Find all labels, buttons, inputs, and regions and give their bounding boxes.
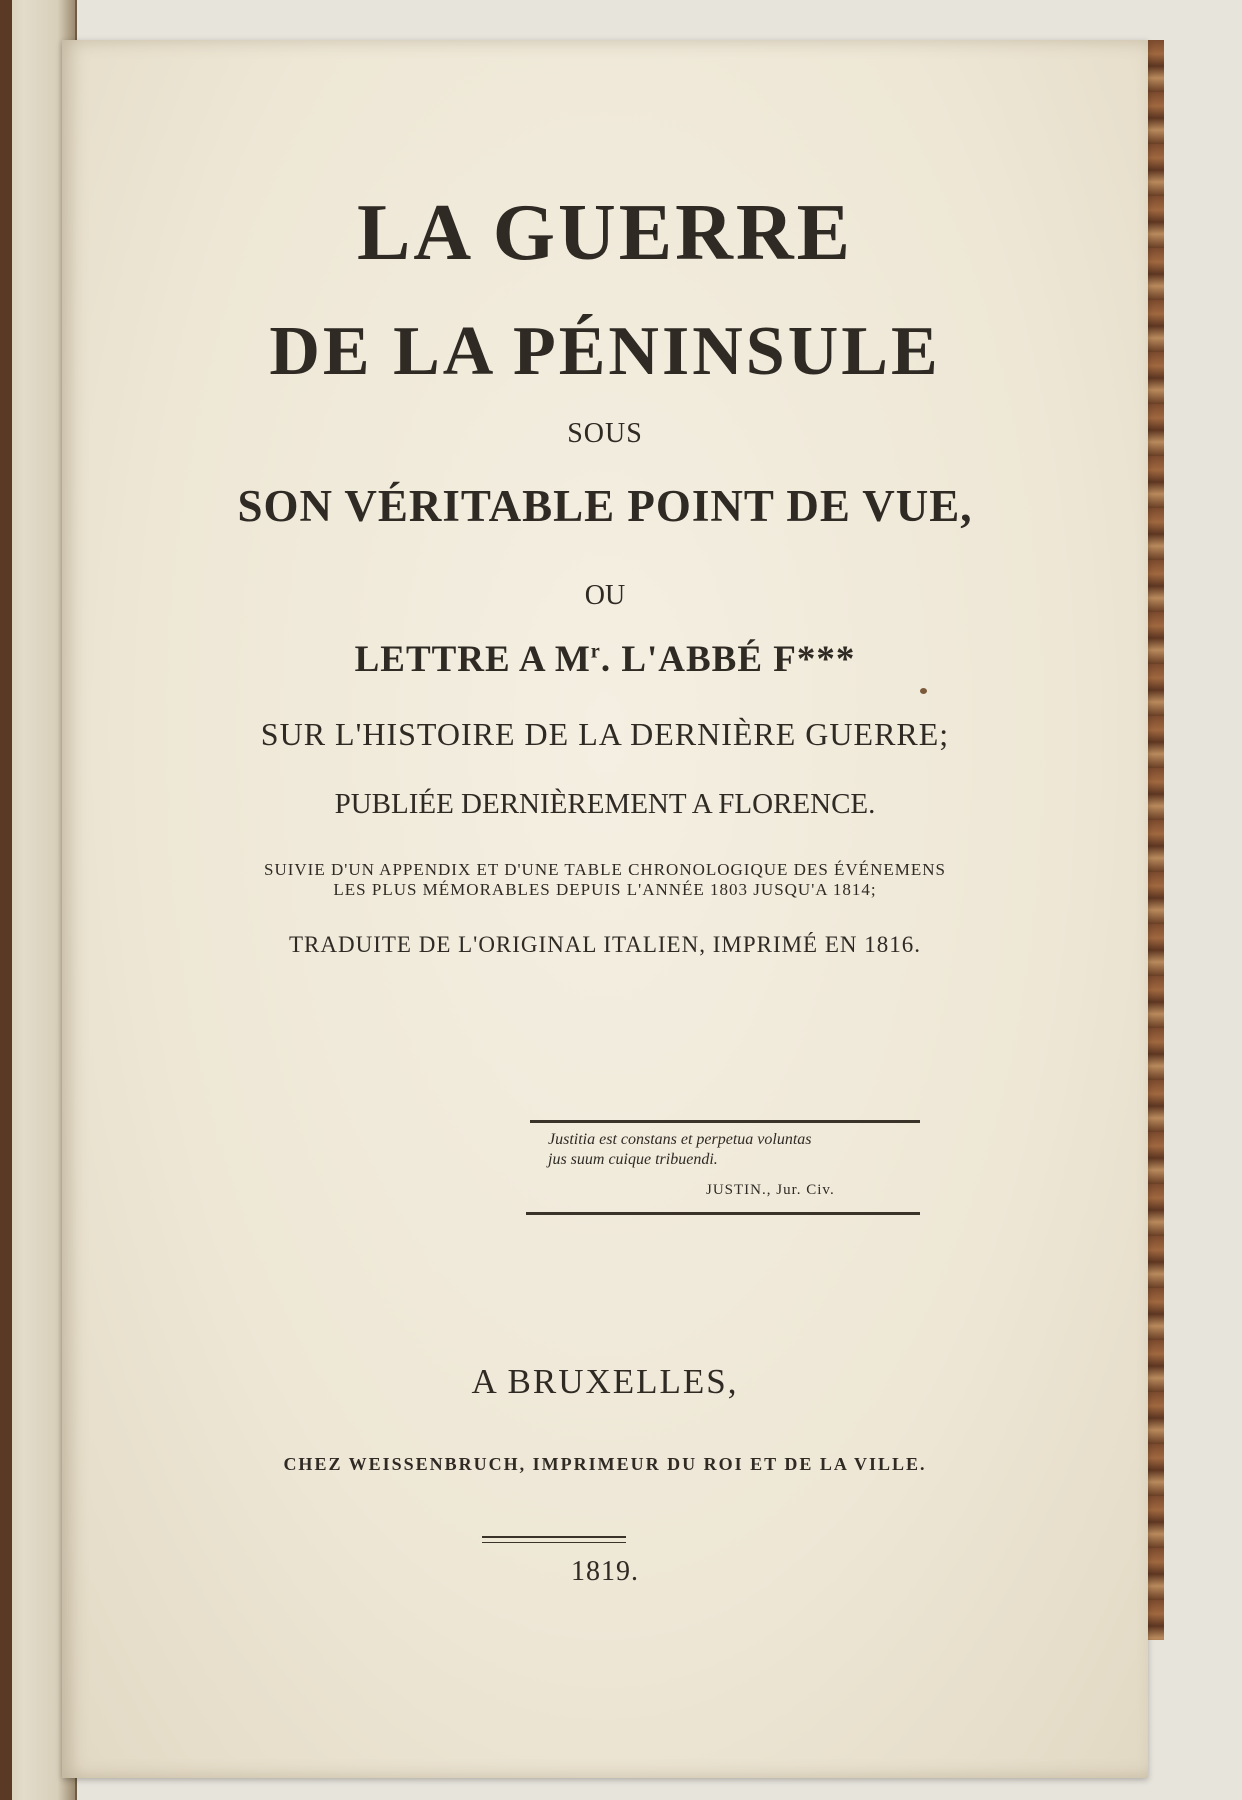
lettre-a: LETTRE A M bbox=[354, 639, 591, 680]
title-line-1: LA GUERRE bbox=[357, 189, 853, 277]
suivie-line-1: SUIVIE D'UN APPENDIX ET D'UNE TABLE CHRONOLOGIQUE DES ÉVÉNEMENS bbox=[264, 860, 946, 879]
epigraph bbox=[530, 1120, 920, 1216]
subtitle-line: SON VÉRITABLE POINT DE VUE, bbox=[237, 481, 973, 531]
epigraph-line-1: Justitia est constans et perpetua voluntas bbox=[548, 1131, 812, 1148]
year-line: 1819. bbox=[571, 1556, 639, 1587]
title-line-2: DE LA PÉNINSULE bbox=[269, 313, 941, 390]
lettre-rest: . L'ABBÉ F*** bbox=[600, 639, 856, 680]
publiee-line: PUBLIÉE DERNIÈREMENT A FLORENCE. bbox=[334, 788, 876, 820]
lettre-superscript: r bbox=[590, 640, 601, 663]
year-rule-top bbox=[482, 1536, 626, 1538]
lettre-line bbox=[62, 638, 1148, 681]
sous-line: SOUS bbox=[567, 418, 643, 449]
suivie-block bbox=[62, 860, 1148, 900]
epigraph-attribution: JUSTIN., Jur. Civ. bbox=[706, 1182, 835, 1198]
ou-line: OU bbox=[584, 580, 626, 611]
epigraph-text bbox=[548, 1130, 812, 1170]
foxing-spot bbox=[920, 688, 927, 694]
suivie-line-2: LES PLUS MÉMORABLES DEPUIS L'ANNÉE 1803 JUSQU'A 1814; bbox=[333, 880, 877, 899]
traduite-line: TRADUITE DE L'ORIGINAL ITALIEN, IMPRIMÉ EN 1816. bbox=[288, 932, 922, 957]
epigraph-top-rule bbox=[530, 1120, 920, 1123]
epigraph-bottom-rule bbox=[526, 1212, 920, 1215]
printer-line: CHEZ WEISSENBRUCH, IMPRIMEUR DU ROI ET DE LA VILLE. bbox=[283, 1454, 927, 1474]
sur-histoire-line: SUR L'HISTOIRE DE LA DERNIÈRE GUERRE; bbox=[260, 716, 950, 752]
title-page bbox=[62, 40, 1148, 1778]
book-cover-edge bbox=[0, 0, 12, 1800]
epigraph-line-2: jus suum cuique tribuendi. bbox=[548, 1151, 718, 1168]
year-rule-bottom bbox=[482, 1542, 626, 1543]
place-line: A BRUXELLES, bbox=[471, 1362, 739, 1401]
